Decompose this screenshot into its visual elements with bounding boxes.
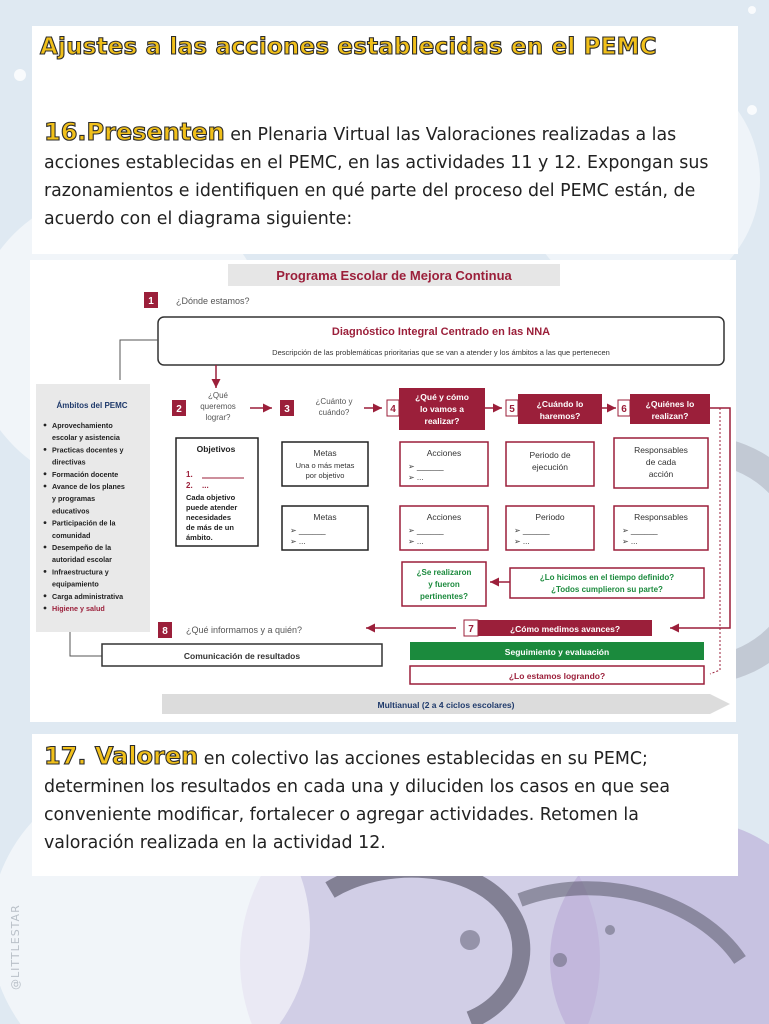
ambito-item: Avance de los planes (52, 482, 125, 491)
step-2-line-3: lograr? (205, 413, 231, 422)
step-5-line-2: haremos? (539, 411, 581, 421)
step-3-number: 3 (284, 404, 290, 415)
periodo-1-line-2: ejecución (532, 462, 568, 472)
step-5-line-1: ¿Cuándo lo (536, 399, 584, 409)
acciones-1-bullet-2: ➢ ... (408, 473, 424, 482)
comunicacion-label: Comunicación de resultados (183, 651, 301, 661)
page-title: Ajustes a las acciones establecidas en el PEMC (40, 34, 657, 60)
responsables-1-line-3: acción (648, 469, 674, 479)
ambito-bullet (44, 607, 47, 610)
acciones-1-title: Acciones (426, 448, 462, 458)
question-tiempo-line-2: ¿Todos cumplieron su parte? (551, 585, 663, 594)
ambito-bullet (44, 424, 47, 427)
ambito-bullet (44, 448, 47, 451)
question-realizaron-line-3: pertinentes? (419, 592, 469, 601)
periodo-2-bullet-1: ➢ ______ (514, 526, 550, 535)
step-8-number: 8 (162, 626, 168, 637)
question-realizaron-line-1: ¿Se realizaron (416, 568, 472, 577)
ambito-item: Infraestructura y (52, 567, 109, 577)
ambito-bullet (44, 594, 47, 597)
metas-2-title: Metas (313, 512, 337, 522)
instruction-16 (44, 118, 724, 233)
diagnostic-title: Diagnóstico Integral Centrado en las NNA (331, 326, 551, 338)
step-3-line-2: cuándo? (318, 408, 350, 417)
ambito-item: Practicas docentes y (52, 445, 124, 455)
ambito-item: escolar y asistencia (52, 433, 120, 443)
step-1-number: 1 (148, 296, 154, 307)
step-2-number: 2 (176, 404, 182, 415)
pemc-diagram (30, 260, 736, 722)
step-4-line-3: realizar? (424, 416, 460, 426)
objetivos-note-3: necesidades (186, 513, 232, 522)
step-1-label: ¿Dónde estamos? (176, 296, 250, 306)
diagnostic-description: Descripción de las problemáticas prioritarias que se van a atender y los ámbitos a las que pertenecen (272, 348, 610, 357)
ambito-item: directivas (52, 457, 86, 467)
ambito-bullet (44, 546, 47, 549)
acciones-2-title: Acciones (426, 512, 462, 522)
step-4-number: 4 (390, 404, 396, 415)
ambito-item: Formación docente (52, 469, 119, 479)
ambito-item: Aprovechamiento (52, 421, 113, 430)
step-6-line-2: realizan? (651, 411, 689, 421)
metas-1-line-2: por objetivo (305, 471, 345, 480)
connector-diag-left (120, 340, 158, 380)
ambito-item: comunidad (52, 530, 91, 540)
logrando-label: ¿Lo estamos logrando? (508, 671, 606, 681)
instruction-17-number: 17. Valoren (44, 742, 199, 770)
author-credit: @LITTLESTAR (9, 904, 22, 990)
responsables-2-title: Responsables (634, 512, 688, 522)
connector-ambitos (70, 632, 102, 656)
periodo-2-bullet-2: ➢ ... (514, 537, 530, 546)
ambito-item: Desempeño de la (52, 543, 112, 552)
instruction-17-text: en colectivo las acciones establecidas en su PEMC; determinen los resultados en cada una y diluciden los casos en que sea conveniente modificar, fortalecer o agregar actividades. Retomen la valoración realizada en la actividad 12. (44, 749, 670, 853)
instruction-16-number: 16.Presenten (44, 118, 225, 146)
metas-2-bullet-2: ➢ ... (290, 537, 306, 546)
ambito-bullet (44, 570, 47, 573)
ambito-item: autoridad escolar (52, 555, 112, 565)
step-2-line-1: ¿Qué (207, 391, 229, 400)
step-6-number: 6 (621, 404, 627, 415)
step-7-label: ¿Cómo medimos avances? (509, 624, 621, 634)
multianual-label: Multianual (2 a 4 ciclos escolares) (377, 700, 515, 710)
acciones-2-bullet-2: ➢ ... (408, 537, 424, 546)
instruction-16-text: en Plenaria Virtual las Valoraciones realizadas a las acciones establecidas en el PEMC, en las actividades 11 y 12. Expongan sus razonamientos e identifiquen en qué parte del proceso del PEMC están, de acuerdo con el diagrama siguiente: (44, 125, 709, 229)
responsables-2-bullet-1: ➢ ______ (622, 526, 658, 535)
responsables-2-bullet-2: ➢ ... (622, 537, 638, 546)
step-4-line-1: ¿Qué y cómo (415, 392, 469, 402)
ambito-item: educativos (52, 506, 90, 516)
step-4-line-2: lo vamos a (420, 404, 464, 414)
periodo-2-title: Periodo (535, 512, 565, 522)
metas-1-line-1: Una o más metas (295, 461, 355, 470)
periodo-1-line-1: Periodo de (529, 450, 571, 460)
instruction-17 (44, 742, 724, 857)
diagnostic-box (158, 317, 724, 365)
objetivos-note-5: ámbito. (186, 533, 213, 542)
step-6-line-1: ¿Quiénes lo (645, 399, 695, 409)
objetivos-item-1: 1. (186, 470, 193, 479)
acciones-1-bullet-1: ➢ ______ (408, 462, 444, 471)
ambito-item: Higiene y salud (52, 604, 105, 613)
question-tiempo-line-1: ¿Lo hicimos en el tiempo definido? (539, 573, 675, 582)
ambito-bullet (44, 521, 47, 524)
ambito-item: equipamiento (52, 579, 99, 589)
metas-2-bullet-1: ➢ ______ (290, 526, 326, 535)
seguimiento-label: Seguimiento y evaluación (504, 647, 610, 657)
objetivos-item-2: 2. (186, 481, 193, 490)
objetivos-note-2: puede atender (186, 503, 238, 512)
step-2-line-2: queremos (200, 402, 236, 411)
question-realizaron-line-2: y fueron (428, 580, 460, 589)
step-5-number: 5 (509, 404, 515, 415)
step-8-label: ¿Qué informamos y a quién? (186, 625, 303, 635)
acciones-2-bullet-1: ➢ ______ (408, 526, 444, 535)
metas-1-title: Metas (313, 448, 337, 458)
ambito-item: y programas (52, 494, 96, 504)
ambito-item: Participación de la (52, 518, 116, 528)
ambito-item: Carga administrativa (52, 591, 124, 601)
objetivos-note-1: Cada objetivo (186, 493, 236, 502)
objetivos-item-2-dots: ... (202, 481, 209, 490)
objetivos-note-4: de más de un (186, 523, 234, 532)
diagram-title: Programa Escolar de Mejora Continua (276, 268, 512, 283)
step-7-number: 7 (468, 624, 474, 635)
responsables-1-line-2: de cada (645, 457, 677, 467)
step-3-line-1: ¿Cuánto y (315, 397, 353, 406)
dotted-return-connector (710, 408, 720, 674)
ambito-bullet (44, 472, 47, 475)
objetivos-title: Objetivos (196, 444, 236, 454)
responsables-1-line-1: Responsables (634, 445, 688, 455)
ambito-bullet (44, 485, 47, 488)
ambitos-title: Ámbitos del PEMC (56, 401, 128, 410)
